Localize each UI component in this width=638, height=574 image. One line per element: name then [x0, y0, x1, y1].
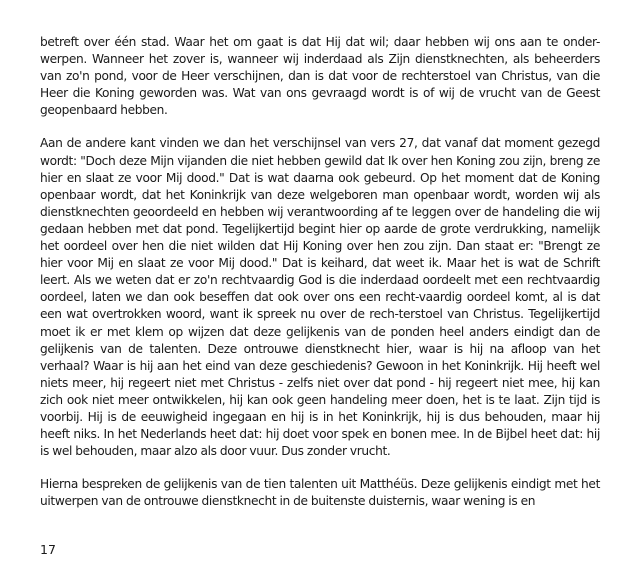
paragraph-1: betreft over één stad. Waar het om gaat is dat Hij dat wil; daar hebben wij ons aan te onder-werpen. Wanneer het zover is, wanneer wij inderdaad als Zijn dienstknechten, als beheerders van zo'n pond, voor de Heer verschijnen, dan is dat voor de rechterstoel van Christus, van die Heer die Koning geworden was. Wat van ons gevraagd wordt is of wij de vrucht van de Geest geopenbaard hebben. [40, 35, 600, 118]
page-number: 17 [40, 542, 56, 557]
paragraph-3: Hierna bespreken de gelijkenis van de tien talenten uit Matthéüs. Deze gelijkenis eindigt met het uitwerpen van de ontrouwe dienstknecht in de buitenste duisternis, waar wening is en [40, 477, 600, 509]
paragraph-2: Aan de andere kant vinden we dan het verschijnsel van vers 27, dat vanaf dat moment gezegd wordt: "Doch deze Mijn vijanden die niet hebben gewild dat Ik over hen Koning zou zijn, breng ze hier en slaat ze voor Mij dood." Dat is wat daarna ook gebeurd. Op het moment dat de Koning openbaar wordt, dat het Koninkrijk van deze welgeboren man openbaar wordt, worden wij als dienstknechten geoordeeld en hebben wij verantwoording af te leggen over de handeling die wij gedaan hebben met dat pond. Tegelijkertijd begint hier op aarde de grote verdrukking, namelijk het oordeel over hen die niet wilden dat Hij Koning over hen zou zijn. Dan staat er: "Brengt ze hier voor Mij en slaat ze voor Mij dood." Dat is keihard, dat weet ik. Maar het is wat de Schrift leert. Als we weten dat er zo'n rechtvaardig God is die inderdaad oordeelt met een rechtvaardig oordeel, laten we dan ook beseffen dat ook over ons een recht-vaardig oordeel komt, al is dat een wat overtrokken woord, want ik spreek nu over de rech-terstoel van Christus. Tegelijkertijd moet ik er met klem op wijzen dat deze gelijkenis van de ponden heel anders eindigt dan de gelijkenis van de talenten. Deze ontrouwe dienstknecht hier, waar is hij na afloop van het verhaal? Waar is hij aan het eind van deze geschiedenis? Gewoon in het Koninkrijk. Hij heeft wel niets meer, hij regeert niet met Christus - zelfs niet over dat pond - hij regeert niet mee, hij kan zich ook niet meer ontwikkelen, hij kan ook geen handeling meer doen, het is te laat. Zijn tijd is voorbij. Hij is de eeuwigheid ingegaan en hij is in het Koninkrijk, hij is dus behouden, maar hij heeft niks. In het Nederlands heet dat: hij doet voor spek en bonen mee. In de Bijbel heet dat: hij is wel behouden, maar alzo als door vuur. Dus zonder vrucht. [40, 136, 600, 459]
document-body [40, 34, 600, 510]
